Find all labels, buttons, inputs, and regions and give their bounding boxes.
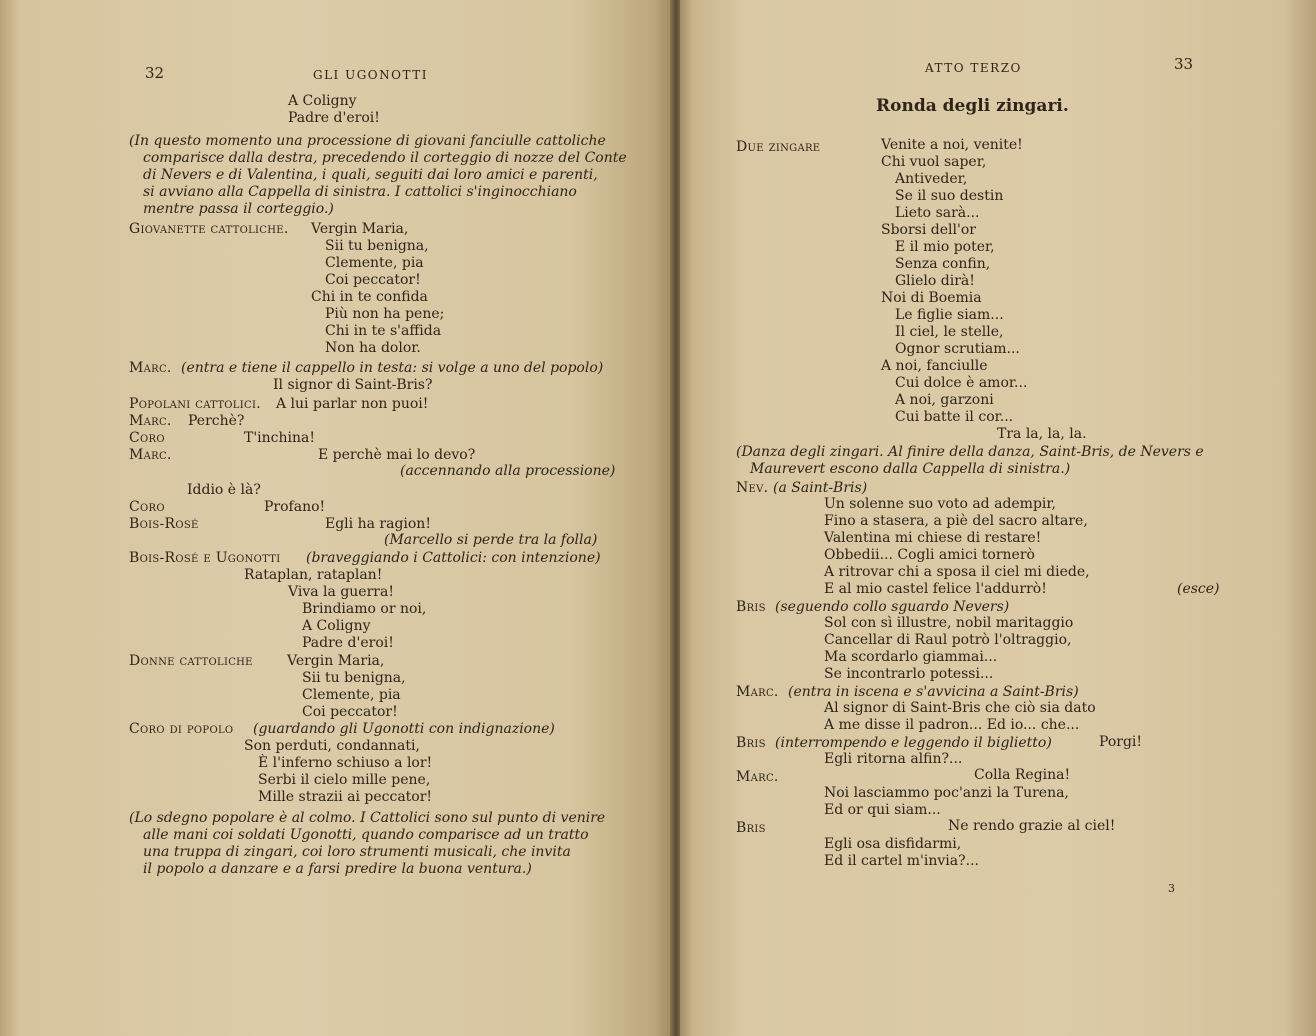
- stage-direction: (entra in iscena e s'avvicina a Saint-Bris): [788, 684, 1079, 700]
- speaker-label: Bois-Rosé e Ugonotti: [129, 550, 281, 566]
- verse-line: Coi peccator!: [302, 704, 398, 720]
- speaker-label: Coro: [129, 499, 165, 515]
- stage-direction: (braveggiando i Cattolici: con intenzione): [306, 550, 601, 566]
- verse-line: Sborsi dell'or: [881, 222, 976, 238]
- verse-line: Sol con sì illustre, nobil maritaggio: [824, 615, 1074, 631]
- stage-direction: (Danza degli zingari. Al finire della danza, Saint-Bris, de Nevers e: [736, 444, 1204, 460]
- speaker-label: Giovanette cattoliche.: [129, 221, 289, 237]
- speaker-label: Marc.: [736, 769, 779, 785]
- stage-direction: (seguendo collo sguardo Nevers): [775, 599, 1010, 615]
- verse-line: Le figlie siam...: [895, 307, 1004, 323]
- verse-line: Mille strazii ai peccator!: [258, 789, 433, 805]
- verse-line: Padre d'eroi!: [288, 110, 380, 126]
- speaker-label: Donne cattoliche: [129, 653, 253, 669]
- verse-line: A noi, fanciulle: [881, 358, 988, 374]
- left-running-header: GLI UGONOTTI: [313, 68, 428, 82]
- verse-line: Iddio è là?: [187, 482, 261, 498]
- verse-line: Il ciel, le stelle,: [895, 324, 1004, 340]
- verse-line: E perchè mai lo devo?: [318, 447, 476, 463]
- verse-line: Ed or qui siam...: [824, 802, 941, 818]
- verse-line: Cancellar di Raul potrò l'oltraggio,: [824, 632, 1072, 648]
- verse-line: Se incontrarlo potessi...: [824, 666, 994, 682]
- verse-line: Clemente, pia: [302, 687, 401, 703]
- verse-line: Se il suo destin: [895, 188, 1004, 204]
- speaker-label: Coro di popolo: [129, 721, 234, 737]
- verse-line: Sii tu benigna,: [325, 238, 429, 254]
- verse-line: Egli ha ragion!: [325, 516, 431, 532]
- stage-direction: alle mani coi soldati Ugonotti, quando comparisce ad un tratto: [143, 827, 589, 843]
- speaker-label: Coro: [129, 430, 165, 446]
- stage-direction: il popolo a danzare e a farsi predire la buona ventura.): [143, 861, 532, 877]
- verse-line: E il mio poter,: [895, 239, 995, 255]
- verse-line: Tra la, la, la.: [997, 426, 1087, 442]
- speaker-label: Marc.: [736, 684, 779, 700]
- stage-direction: (entra e tiene il cappello in testa: si volge a uno del popolo): [181, 360, 604, 376]
- verse-line: Fino a stasera, a piè del sacro altare,: [824, 513, 1088, 529]
- verse-line: Noi di Boemia: [881, 290, 982, 306]
- verse-line: Brindiamo or noi,: [302, 601, 427, 617]
- stage-direction: (guardando gli Ugonotti con indignazione): [253, 721, 555, 737]
- verse-line: Vergin Maria,: [311, 221, 409, 237]
- left-page-number: 32: [145, 64, 165, 82]
- verse-line: Viva la guerra!: [288, 584, 394, 600]
- verse-line: Lieto sarà...: [895, 205, 980, 221]
- verse-line: Profano!: [264, 499, 326, 515]
- verse-line: Serbi il cielo mille pene,: [258, 772, 431, 788]
- speaker-label: Bris: [736, 599, 766, 615]
- stage-direction: (interrompendo e leggendo il biglietto): [775, 735, 1052, 751]
- verse-line: Perchè?: [188, 413, 245, 429]
- right-page: [680, 0, 1316, 1036]
- verse-line: Obbedii... Cogli amici tornerò: [824, 547, 1035, 563]
- verse-line: Il signor di Saint-Bris?: [273, 377, 433, 393]
- verse-line: A me disse il padron... Ed io... che...: [824, 717, 1080, 733]
- stage-direction: (In questo momento una processione di giovani fanciulle cattoliche: [129, 133, 606, 149]
- verse-line: T'inchina!: [244, 430, 316, 446]
- verse-line: Sii tu benigna,: [302, 670, 406, 686]
- verse-line: Non ha dolor.: [325, 340, 421, 356]
- verse-line: A lui parlar non puoi!: [276, 396, 429, 412]
- verse-line: Egli osa disfidarmi,: [824, 836, 962, 852]
- verse-line: Ognor scrutiam...: [895, 341, 1020, 357]
- stage-direction: (accennando alla processione): [400, 463, 616, 479]
- verse-line: Chi in te s'affida: [325, 323, 442, 339]
- verse-line: E al mio castel felice l'addurrò!: [824, 581, 1047, 597]
- verse-line: Rataplan, rataplan!: [244, 567, 383, 583]
- verse-line: Cui batte il cor...: [895, 409, 1014, 425]
- verse-line: Son perduti, condannati,: [244, 738, 420, 754]
- verse-line: Vergin Maria,: [287, 653, 385, 669]
- verse-line: Antiveder,: [895, 171, 968, 187]
- section-title: Ronda degli zingari.: [876, 96, 1069, 116]
- footer-signature: 3: [1168, 882, 1175, 895]
- verse-line: A Coligny: [302, 618, 371, 634]
- verse-line: Chi in te confida: [311, 289, 428, 305]
- verse-line: Coi peccator!: [325, 272, 421, 288]
- verse-line: Senza confin,: [895, 256, 991, 272]
- verse-line: Valentina mi chiese di restare!: [824, 530, 1042, 546]
- speaker-label: Bris: [736, 820, 766, 836]
- speaker-label: Bois-Rosé: [129, 516, 199, 532]
- verse-line: Ed il cartel m'invia?...: [824, 853, 979, 869]
- verse-line: Chi vuol saper,: [881, 154, 987, 170]
- stage-direction: mentre passa il corteggio.): [143, 201, 334, 217]
- verse-line: Cui dolce è amor...: [895, 375, 1028, 391]
- stage-direction: (esce): [1177, 581, 1220, 597]
- stage-direction: una truppa di zingari, coi loro strumenti musicali, che invita: [143, 844, 571, 860]
- speaker-label: Bris: [736, 735, 766, 751]
- verse-line: Ma scordarlo giammai...: [824, 649, 998, 665]
- stage-direction: Maurevert escono dalla Cappella di sinistra.): [750, 461, 1071, 477]
- speaker-label: Marc.: [129, 413, 172, 429]
- stage-direction: (Lo sdegno popolare è al colmo. I Cattolici sono sul punto di venire: [129, 810, 606, 826]
- speaker-label: Due zingare: [736, 139, 821, 155]
- stage-direction: si avviano alla Cappella di sinistra. I cattolici s'inginocchiano: [143, 184, 577, 200]
- verse-line: Un solenne suo voto ad adempir,: [824, 496, 1057, 512]
- speaker-label: Nev.: [736, 480, 769, 496]
- verse-line: A noi, garzoni: [895, 392, 994, 408]
- stage-direction: (a Saint-Bris): [773, 480, 868, 496]
- verse-line: Egli ritorna alfin?...: [824, 751, 963, 767]
- verse-line: Noi lasciammo poc'anzi la Turena,: [824, 785, 1069, 801]
- verse-line: Venite a noi, venite!: [881, 137, 1023, 153]
- verse-line: A Coligny: [288, 93, 357, 109]
- right-running-header: ATTO TERZO: [925, 61, 1022, 75]
- speaker-label: Popolani cattolici.: [129, 396, 261, 412]
- verse-line: Glielo dirà!: [895, 273, 975, 289]
- verse-line: Colla Regina!: [974, 767, 1071, 783]
- stage-direction: di Nevers e di Valentina, i quali, seguiti dai loro amici e parenti,: [143, 167, 598, 183]
- verse-line: Porgi!: [1099, 734, 1143, 750]
- verse-line: Clemente, pia: [325, 255, 424, 271]
- speaker-label: Marc.: [129, 447, 172, 463]
- stage-direction: (Marcello si perde tra la folla): [384, 532, 598, 548]
- verse-line: È l'inferno schiuso a lor!: [258, 755, 433, 771]
- verse-line: Al signor di Saint-Bris che ciò sia dato: [824, 700, 1096, 716]
- stage-direction: comparisce dalla destra, precedendo il corteggio di nozze del Conte: [143, 150, 627, 166]
- verse-line: Ne rendo grazie al ciel!: [948, 818, 1116, 834]
- verse-line: A ritrovar chi a sposa il ciel mi diede,: [824, 564, 1090, 580]
- verse-line: Più non ha pene;: [325, 306, 445, 322]
- right-page-number: 33: [1174, 55, 1194, 73]
- speaker-label: Marc.: [129, 360, 172, 376]
- verse-line: Padre d'eroi!: [302, 635, 394, 651]
